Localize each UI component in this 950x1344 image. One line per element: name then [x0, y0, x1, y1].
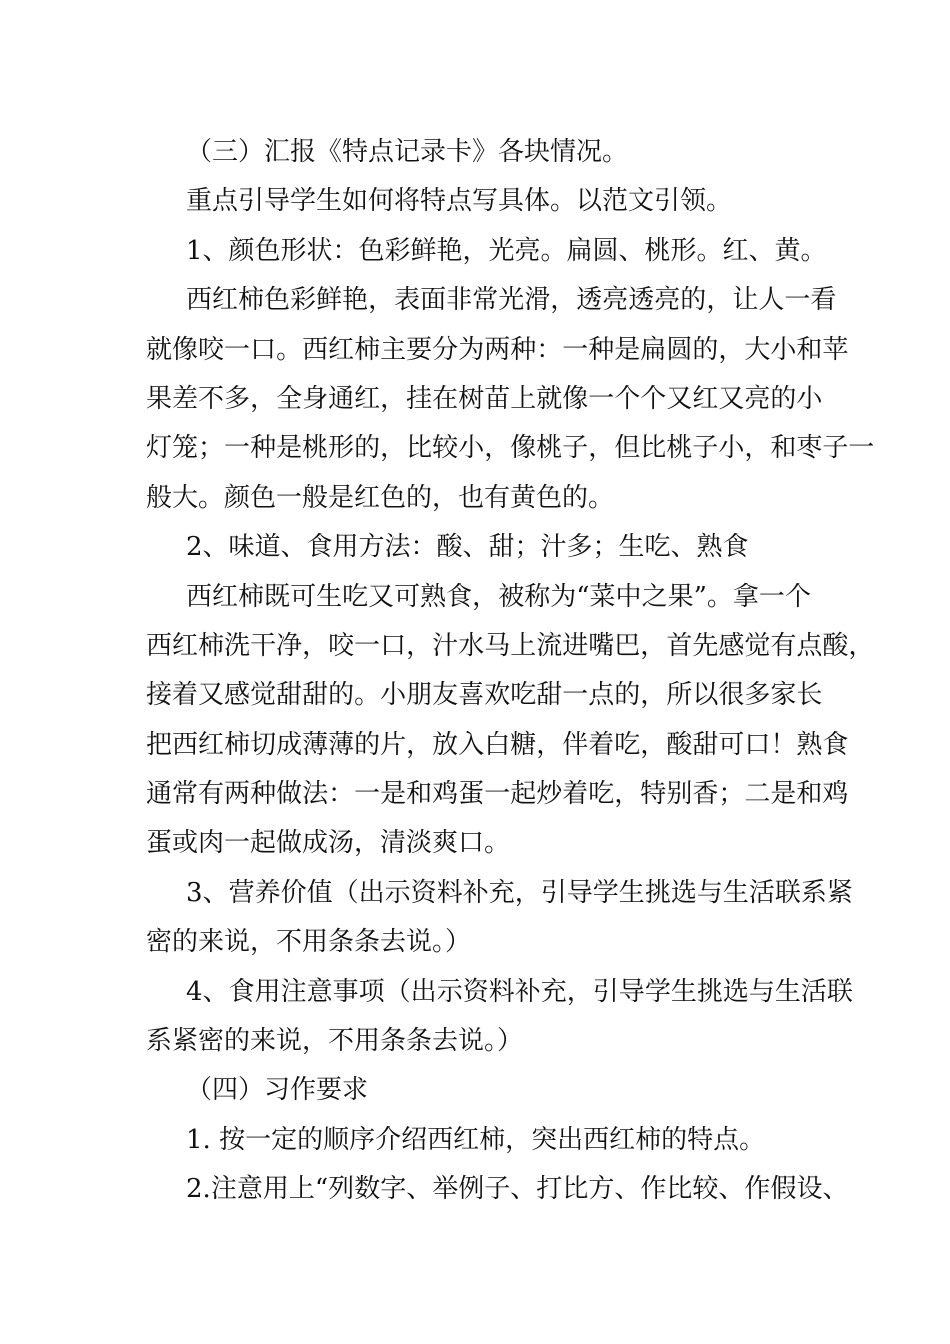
text-line: 3 、 营 养 价 值 （ 出 示 资 料 补 充 ， 引 导 学 生 挑 选 与 生 活 联 系 紧 [186, 877, 853, 908]
text-line: 蛋或肉一起做成汤，清淡爽口。 [146, 828, 511, 859]
text-line: 1. 按一定的顺序介绍西红柿，突出西红柿的特点。 [186, 1124, 766, 1155]
text-line: 2、味道、食用方法：酸、甜；汁多；生吃、熟食 [186, 532, 749, 563]
text-line: 密的来说，不用条条去说。） [146, 927, 472, 958]
text-line: 4 、 食 用 注 意 事 项 （ 出 示 资 料 补 充 ， 引 导 学 生 挑 选 与 生 活 联 [186, 976, 853, 1007]
text-line: 般大。颜色一般是红色的，也有黄色的。 [146, 482, 615, 513]
text-line: 西 红 柿 洗 干 净 ， 咬 一 口 ， 汁 水 马 上 流 进 嘴 巴 ， 首 先 感 觉 有 点 酸 ， [146, 630, 875, 661]
document-body [146, 128, 875, 1215]
text-line: 就 像 咬 一 口 。 西 红 柿 主 要 分 为 两 种 ： 一 种 是 扁 圆 的 ， 大 小 和 苹 [146, 334, 849, 365]
text-line: （三）汇报《特点记录卡》各块情况。 [186, 137, 629, 167]
text-line: 西 红 柿 色 彩 鲜 艳 ， 表 面 非 常 光 滑 ， 透 亮 透 亮 的 ， 让 人 一 看 [186, 285, 837, 316]
text-line: 把 西 红 柿 切 成 薄 薄 的 片 ， 放 入 白 糖 ， 伴 着 吃 ， 酸 甜 可 口 ！ 熟 食 [146, 729, 849, 760]
text-line: 通 常 有 两 种 做 法 ： 一 是 和 鸡 蛋 一 起 炒 着 吃 ， 特 别 香 ； 二 是 和 鸡 [146, 779, 849, 810]
text-line: 2 . 注 意 用 上 “ 列 数 字 、 举 例 子 、 打 比 方 、 作 比 较 、 作 假 设 、 [186, 1174, 849, 1205]
text-line: 重点引导学生如何将特点写具体。以范文引领。 [186, 186, 733, 217]
text-line: 1、颜色形状：色彩鲜艳，光亮。扁圆、桃形。红、黄。 [186, 235, 827, 266]
text-line: 灯 笼 ； 一 种 是 桃 形 的 ， 比 较 小 ， 像 桃 子 ， 但 比 桃 子 小 ， 和 枣 子 一 [146, 433, 875, 464]
text-line: 接 着 又 感 觉 甜 甜 的 。 小 朋 友 喜 欢 吃 甜 一 点 的 ， 所 以 很 多 家 长 [146, 680, 823, 711]
text-line: 系紧密的来说，不用条条去说。） [146, 1026, 524, 1057]
text-line: （四）习作要求 [186, 1075, 369, 1106]
text-line: 果 差 不 多 ， 全 身 通 红 ， 挂 在 树 苗 上 就 像 一 个 个 又 红 又 亮 的 小 [146, 383, 823, 414]
text-line: 西 红 柿 既 可 生 吃 又 可 熟 食 ， 被 称 为 “ 菜 中 之 果 ” 。 拿 一 个 [186, 581, 811, 612]
